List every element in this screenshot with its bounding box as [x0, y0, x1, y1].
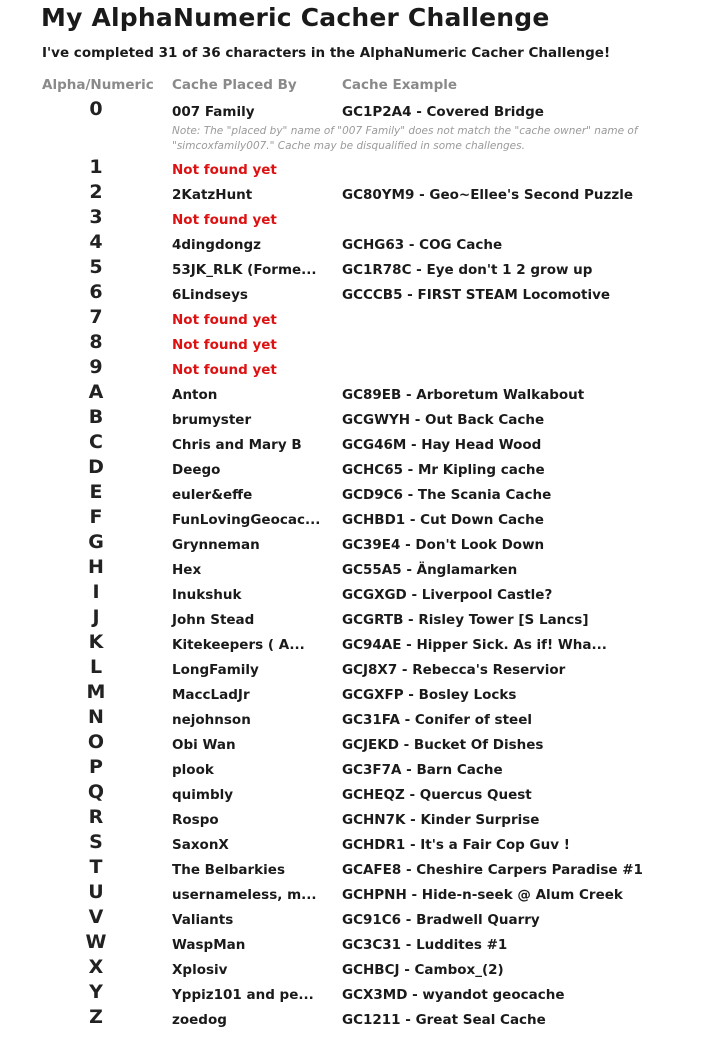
placed-by-link[interactable]: 4dingdongz: [172, 237, 262, 253]
cache-example-link[interactable]: GC1P2A4 - Covered Bridge: [342, 104, 544, 120]
cache-example-link[interactable]: GC55A5 - Änglamarken: [342, 562, 518, 578]
character-cell: 0: [89, 98, 103, 120]
character-cell: P: [89, 756, 103, 778]
cache-example-link[interactable]: GC31FA - Conifer of steel: [342, 712, 532, 728]
character-cell: X: [88, 956, 104, 978]
completion-summary: I've completed 31 of 36 characters in the AlphaNumeric Cacher Challenge!: [42, 45, 611, 61]
placed-by-link[interactable]: LongFamily: [172, 662, 259, 678]
cache-example-link[interactable]: GCD9C6 - The Scania Cache: [342, 487, 552, 503]
character-cell: 8: [89, 331, 103, 353]
placed-by-link[interactable]: Hex: [172, 562, 202, 578]
cache-example-link[interactable]: GCHPNH - Hide-n-seek @ Alum Creek: [342, 887, 623, 903]
character-cell: V: [88, 906, 104, 928]
placed-by-link[interactable]: Inukshuk: [172, 587, 242, 603]
cache-example-link[interactable]: GCGWYH - Out Back Cache: [342, 412, 545, 428]
not-found-label: Not found yet: [172, 337, 277, 353]
placed-by-link[interactable]: 2KatzHunt: [172, 187, 253, 203]
placed-by-link[interactable]: Valiants: [172, 912, 234, 928]
placed-by-link[interactable]: zoedog: [172, 1012, 227, 1028]
character-cell: B: [88, 406, 104, 428]
placed-by-link[interactable]: quimbly: [172, 787, 234, 803]
not-found-label: Not found yet: [172, 312, 277, 328]
placed-by-link[interactable]: John Stead: [172, 612, 255, 628]
table-row: [0, 1006, 720, 1035]
character-cell: N: [88, 706, 104, 728]
cache-example-link[interactable]: GCG46M - Hay Head Wood: [342, 437, 542, 453]
character-cell: F: [89, 506, 103, 528]
placed-by-link[interactable]: WaspMan: [172, 937, 246, 953]
character-cell: R: [88, 806, 104, 828]
cache-example-link[interactable]: GC1211 - Great Seal Cache: [342, 1012, 546, 1028]
character-cell: Q: [87, 781, 105, 803]
placed-by-link[interactable]: euler&effe: [172, 487, 253, 503]
cache-example-link[interactable]: GCJEKD - Bucket Of Dishes: [342, 737, 544, 753]
column-header-placed-by: Cache Placed By: [172, 77, 297, 93]
cache-example-link[interactable]: GC3F7A - Barn Cache: [342, 762, 503, 778]
placed-by-link[interactable]: nejohnson: [172, 712, 251, 728]
not-found-label: Not found yet: [172, 212, 277, 228]
cache-example-link[interactable]: GC89EB - Arboretum Walkabout: [342, 387, 585, 403]
character-cell: 7: [89, 306, 103, 328]
cache-example-link[interactable]: GCHEQZ - Quercus Quest: [342, 787, 532, 803]
placed-by-link[interactable]: usernameless, m...: [172, 887, 317, 903]
placed-by-link[interactable]: 007 Family: [172, 104, 255, 120]
cache-example-link[interactable]: GC39E4 - Don't Look Down: [342, 537, 545, 553]
placed-by-link[interactable]: Rospo: [172, 812, 219, 828]
cache-example-link[interactable]: GC3C31 - Luddites #1: [342, 937, 508, 953]
placed-by-link[interactable]: plook: [172, 762, 214, 778]
placed-by-link[interactable]: Anton: [172, 387, 218, 403]
character-cell: K: [88, 631, 104, 653]
placed-by-link[interactable]: Deego: [172, 462, 221, 478]
placed-by-link[interactable]: 53JK_RLK (Forme...: [172, 262, 317, 278]
cache-example-link[interactable]: GCGRTB - Risley Tower [S Lancs]: [342, 612, 589, 628]
character-cell: T: [89, 856, 103, 878]
character-cell: 1: [89, 156, 103, 178]
character-cell: G: [88, 531, 104, 553]
placed-by-link[interactable]: Kitekeepers ( A...: [172, 637, 305, 653]
character-cell: O: [87, 731, 105, 753]
cache-example-link[interactable]: GC94AE - Hipper Sick. As if! Wha...: [342, 637, 607, 653]
cache-example-link[interactable]: GCHG63 - COG Cache: [342, 237, 503, 253]
placed-by-link[interactable]: brumyster: [172, 412, 252, 428]
column-header-cache-example: Cache Example: [342, 77, 458, 93]
cache-example-link[interactable]: GCJ8X7 - Rebecca's Reservior: [342, 662, 566, 678]
cache-example-link[interactable]: GCGXGD - Liverpool Castle?: [342, 587, 553, 603]
character-cell: Y: [89, 981, 103, 1003]
character-cell: 9: [89, 356, 103, 378]
cache-example-link[interactable]: GCHDR1 - It's a Fair Cop Guv !: [342, 837, 570, 853]
cache-example-link[interactable]: GCCCB5 - FIRST STEAM Locomotive: [342, 287, 611, 303]
placed-by-link[interactable]: Obi Wan: [172, 737, 236, 753]
placed-by-link[interactable]: FunLovingGeocac...: [172, 512, 321, 528]
placed-by-link[interactable]: MaccLadJr: [172, 687, 250, 703]
cache-example-link[interactable]: GCHC65 - Mr Kipling cache: [342, 462, 545, 478]
not-found-label: Not found yet: [172, 162, 277, 178]
cache-example-link[interactable]: GCX3MD - wyandot geocache: [342, 987, 565, 1003]
cache-example-link[interactable]: GCGXFP - Bosley Locks: [342, 687, 517, 703]
owner-mismatch-note: Note: The "placed by" name of "007 Family" does not match the "cache owner" name of "simcoxfamily007." Cache may be disqualified in some challenges.: [172, 125, 638, 152]
cache-example-link[interactable]: GCHBCJ - Cambox_(2): [342, 962, 504, 978]
cache-example-link[interactable]: GCHBD1 - Cut Down Cache: [342, 512, 544, 528]
placed-by-link[interactable]: Chris and Mary B: [172, 437, 302, 453]
column-header-alpha-numeric: Alpha/Numeric: [42, 77, 154, 93]
character-cell: U: [88, 881, 104, 903]
cache-example-link[interactable]: GC1R78C - Eye don't 1 2 grow up: [342, 262, 593, 278]
character-cell: D: [88, 456, 104, 478]
placed-by-link[interactable]: Yppiz101 and pe...: [172, 987, 314, 1003]
character-cell: M: [86, 681, 106, 703]
placed-by-link[interactable]: SaxonX: [172, 837, 229, 853]
character-cell: Z: [89, 1006, 103, 1028]
character-cell: W: [85, 931, 107, 953]
character-cell: A: [88, 381, 104, 403]
character-cell: L: [89, 656, 103, 678]
character-cell: 6: [89, 281, 103, 303]
not-found-label: Not found yet: [172, 362, 277, 378]
placed-by-link[interactable]: 6Lindseys: [172, 287, 248, 303]
page-title: My AlphaNumeric Cacher Challenge: [41, 3, 550, 32]
placed-by-link[interactable]: The Belbarkies: [172, 862, 285, 878]
character-cell: J: [92, 606, 100, 628]
cache-example-link[interactable]: GC80YM9 - Geo~Ellee's Second Puzzle: [342, 187, 633, 203]
character-cell: 2: [89, 181, 103, 203]
character-cell: 4: [89, 231, 103, 253]
character-cell: I: [92, 581, 100, 603]
character-cell: E: [89, 481, 103, 503]
cache-example-link[interactable]: GC91C6 - Bradwell Quarry: [342, 912, 540, 928]
cache-example-link[interactable]: GCAFE8 - Cheshire Carpers Paradise #1: [342, 862, 643, 878]
character-cell: 5: [89, 256, 103, 278]
placed-by-link[interactable]: Grynneman: [172, 537, 260, 553]
character-cell: S: [89, 831, 103, 853]
cache-example-link[interactable]: GCHN7K - Kinder Surprise: [342, 812, 540, 828]
placed-by-link[interactable]: Xplosiv: [172, 962, 228, 978]
character-cell: C: [89, 431, 103, 453]
character-cell: 3: [89, 206, 103, 228]
character-cell: H: [88, 556, 104, 578]
